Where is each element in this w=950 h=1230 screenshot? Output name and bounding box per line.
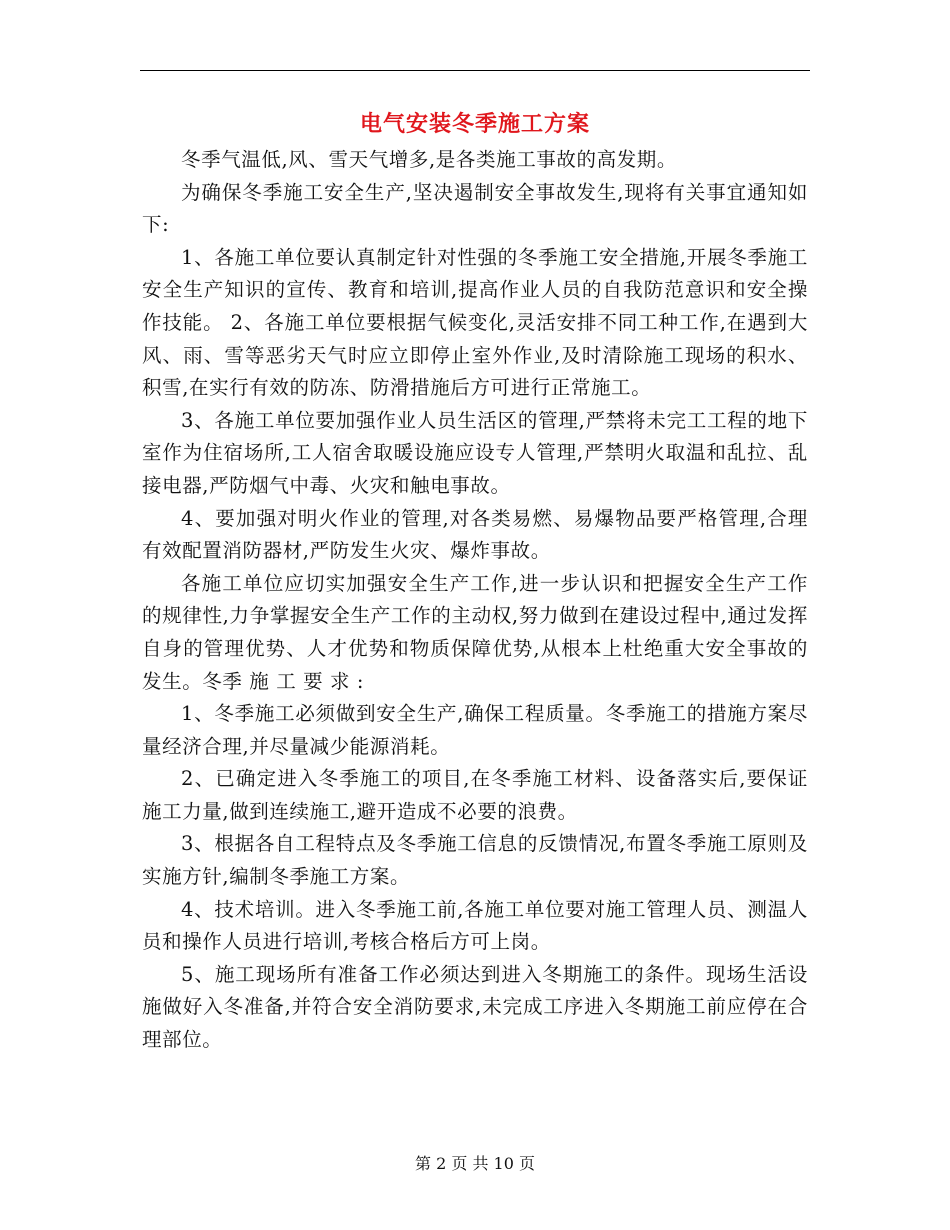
document-body: [142, 144, 808, 1057]
paragraph: 3、根据各自工程特点及冬季施工信息的反馈情况,布置冬季施工原则及实施方针,编制冬季施工方案。: [142, 832, 808, 889]
paragraph: 为确保冬季施工安全生产,坚决遏制安全事故发生,现将有关事宜通知如下:: [142, 180, 808, 237]
paragraph: 冬季气温低,风、雪天气增多,是各类施工事故的高发期。: [181, 148, 677, 171]
total-page-count: 10: [493, 1154, 514, 1173]
paragraph: 1、各施工单位要认真制定针对性强的冬季施工安全措施,开展冬季施工安全生产知识的宣传、教育和培训,提高作业人员的自我防范意识和安全操作技能。 2、各施工单位要根据气候变化,灵活安排不同工种工作,在遇到大风、雨、雪等恶劣天气时应立即停止室外作业,及时清除施工现场的积水、积雪,在实行有效的防冻、防滑措施后方可进行正常施工。: [142, 245, 808, 400]
page-label-mid: 页 共: [451, 1154, 489, 1173]
document-title: 电气安装冬季施工方案: [359, 111, 590, 137]
paragraph: 2、已确定进入冬季施工的项目,在冬季施工材料、设备落实后,要保证施工力量,做到连续施工,避开造成不必要的浪费。: [142, 767, 808, 823]
paragraph: 4、要加强对明火作业的管理,对各类易燃、易爆物品要严格管理,合理有效配置消防器材,严防发生火灾、爆炸事故。: [142, 506, 808, 563]
paragraph: 1、冬季施工必须做到安全生产,确保工程质量。冬季施工的措施方案尽量经济合理,并尽量减少能源消耗。: [142, 702, 808, 758]
header-rule: [140, 70, 810, 71]
page-label-suffix: 页: [519, 1154, 536, 1173]
page-label-prefix: 第: [414, 1154, 431, 1173]
page-footer: [0, 1152, 950, 1176]
current-page-number: 2: [436, 1154, 447, 1173]
paragraph: 各施工单位应切实加强安全生产工作,进一步认识和把握安全生产工作的规律性,力争掌握安全生产工作的主动权,努力做到在建设过程中,通过发挥自身的管理优势、人才优势和物质保障优势,从根本上杜绝重大安全事故的发生。冬季 施 工 要 求 :: [142, 571, 808, 693]
paragraph: 4、技术培训。进入冬季施工前,各施工单位要对施工管理人员、测温人员和操作人员进行培训,考核合格后方可上岗。: [142, 897, 808, 954]
paragraph: 3、各施工单位要加强作业人员生活区的管理,严禁将未完工工程的地下室作为住宿场所,工人宿舍取暖设施应设专人管理,严禁明火取温和乱拉、乱接电器,严防烟气中毒、火灾和触电事故。: [142, 408, 808, 497]
paragraph: 5、施工现场所有准备工作必须达到进入冬期施工的条件。现场生活设施做好入冬准备,并符合安全消防要求,未完成工序进入冬期施工前应停在合理部位。: [142, 962, 808, 1052]
